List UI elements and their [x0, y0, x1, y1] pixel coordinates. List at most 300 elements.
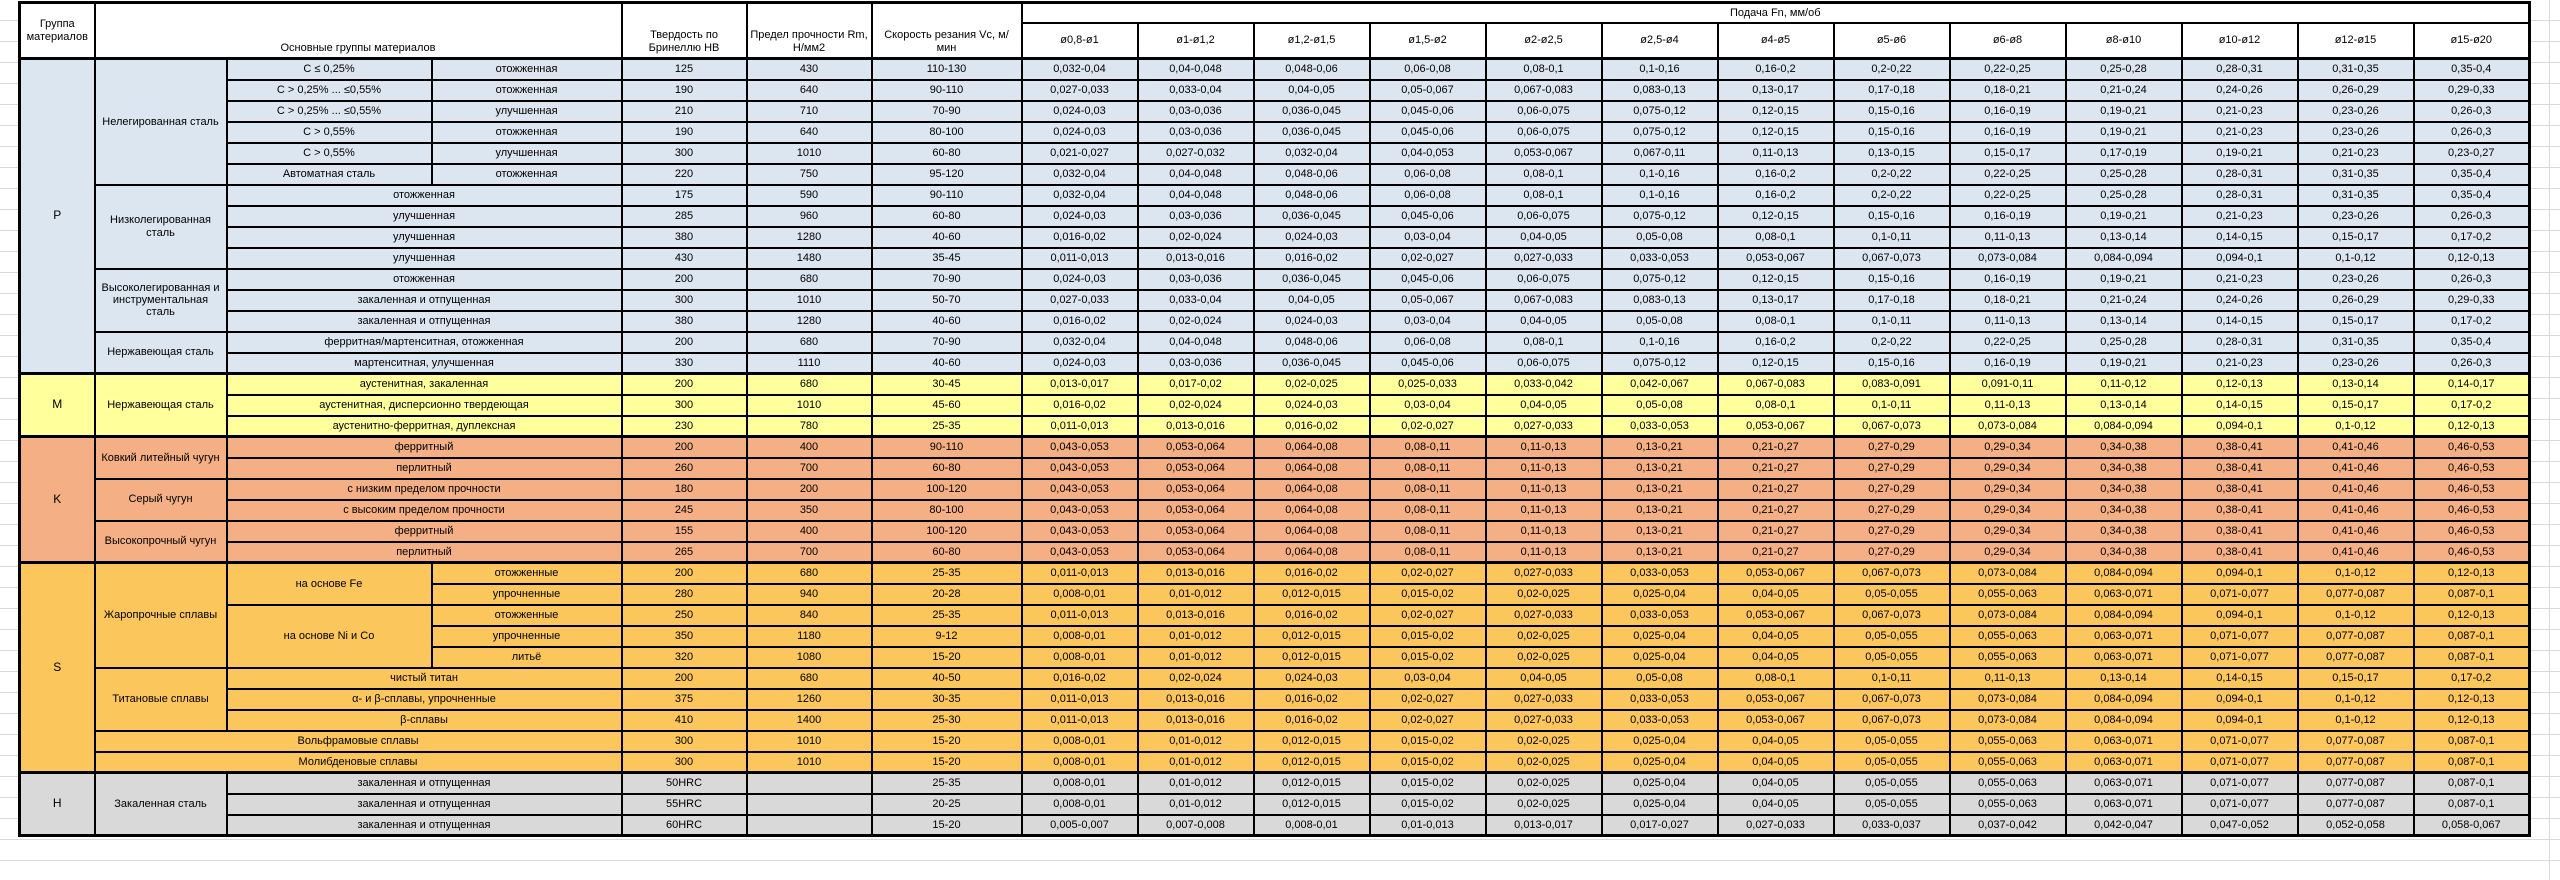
cell-feed-value[interactable]: 0,045-0,06	[1370, 122, 1486, 143]
cell-feed-value[interactable]: 0,16-0,2	[1718, 185, 1834, 206]
cell-feed-value[interactable]: 0,1-0,16	[1602, 164, 1718, 185]
cell-feed-value[interactable]: 0,14-0,17	[2414, 374, 2530, 395]
cell-feed-value[interactable]: 0,024-0,03	[1022, 101, 1138, 122]
cell-feed-value[interactable]: 0,12-0,13	[2414, 689, 2530, 710]
cell-material-family[interactable]: Титановые сплавы	[95, 668, 227, 731]
cell-feed-value[interactable]: 0,067-0,073	[1834, 710, 1950, 731]
cell-feed-value[interactable]: 0,22-0,25	[1950, 185, 2066, 206]
cell-feed-value[interactable]: 0,2-0,22	[1834, 185, 1950, 206]
cell-condition[interactable]: мартенситная, улучшенная	[227, 353, 622, 374]
header-hardness[interactable]: Твердость по Бринеллю HB	[622, 3, 747, 59]
cell-feed-value[interactable]: 0,1-0,12	[2298, 605, 2414, 626]
cell-strength[interactable]: 1400	[747, 710, 872, 731]
cell-feed-value[interactable]: 0,1-0,11	[1834, 311, 1950, 332]
cell-hardness[interactable]: 200	[622, 668, 747, 689]
cell-feed-value[interactable]: 0,008-0,01	[1022, 731, 1138, 752]
cell-feed-value[interactable]: 0,02-0,025	[1486, 794, 1602, 815]
cell-material-family[interactable]: Нелегированная сталь	[95, 59, 227, 185]
cell-feed-value[interactable]: 0,06-0,08	[1370, 59, 1486, 80]
cell-strength[interactable]: 1010	[747, 731, 872, 752]
cell-feed-value[interactable]: 0,025-0,04	[1602, 626, 1718, 647]
header-feed-col[interactable]: ø1,2-ø1,5	[1254, 23, 1370, 59]
cell-feed-value[interactable]: 0,11-0,13	[1718, 143, 1834, 164]
cell-feed-value[interactable]: 0,1-0,12	[2298, 416, 2414, 437]
cell-feed-value[interactable]: 0,21-0,23	[2298, 143, 2414, 164]
cell-feed-value[interactable]: 0,011-0,013	[1022, 710, 1138, 731]
cell-feed-value[interactable]: 0,025-0,04	[1602, 752, 1718, 773]
cell-feed-value[interactable]: 0,073-0,084	[1950, 248, 2066, 269]
cell-feed-value[interactable]: 0,25-0,28	[2066, 332, 2182, 353]
cell-feed-value[interactable]: 0,06-0,075	[1486, 269, 1602, 290]
cell-feed-value[interactable]: 0,084-0,094	[2066, 248, 2182, 269]
cell-feed-value[interactable]: 0,016-0,02	[1022, 311, 1138, 332]
header-main-groups[interactable]: Основные группы материалов	[95, 3, 622, 59]
cell-feed-value[interactable]: 0,1-0,12	[2298, 710, 2414, 731]
cell-feed-value[interactable]: 0,055-0,063	[1950, 731, 2066, 752]
cell-feed-value[interactable]: 0,053-0,064	[1138, 458, 1254, 479]
cell-feed-value[interactable]: 0,077-0,087	[2298, 752, 2414, 773]
cell-feed-value[interactable]: 0,31-0,35	[2298, 185, 2414, 206]
cell-feed-value[interactable]: 0,04-0,05	[1486, 395, 1602, 416]
cell-feed-value[interactable]: 0,011-0,013	[1022, 689, 1138, 710]
cell-feed-value[interactable]: 0,036-0,045	[1254, 206, 1370, 227]
cell-feed-value[interactable]: 0,052-0,058	[2298, 815, 2414, 836]
cell-feed-value[interactable]: 0,025-0,04	[1602, 773, 1718, 794]
cell-feed-value[interactable]: 0,13-0,21	[1602, 542, 1718, 563]
cell-feed-value[interactable]: 0,05-0,055	[1834, 647, 1950, 668]
cell-feed-value[interactable]: 0,084-0,094	[2066, 416, 2182, 437]
cell-hardness[interactable]: 190	[622, 122, 747, 143]
cell-strength[interactable]: 680	[747, 374, 872, 395]
cell-feed-value[interactable]: 0,033-0,053	[1602, 563, 1718, 584]
cell-feed-value[interactable]: 0,11-0,13	[1950, 668, 2066, 689]
cell-feed-value[interactable]: 0,094-0,1	[2182, 689, 2298, 710]
cell-feed-value[interactable]: 0,024-0,03	[1254, 227, 1370, 248]
cell-feed-value[interactable]: 0,027-0,032	[1138, 143, 1254, 164]
cell-feed-value[interactable]: 0,13-0,21	[1602, 521, 1718, 542]
cell-feed-value[interactable]: 0,02-0,027	[1370, 563, 1486, 584]
cell-hardness[interactable]: 60HRC	[622, 815, 747, 836]
cell-feed-value[interactable]: 0,015-0,02	[1370, 752, 1486, 773]
header-feed-col[interactable]: ø12-ø15	[2298, 23, 2414, 59]
cell-feed-value[interactable]: 0,03-0,04	[1370, 311, 1486, 332]
cell-feed-value[interactable]: 0,02-0,025	[1254, 374, 1370, 395]
cell-hardness[interactable]: 250	[622, 605, 747, 626]
cell-feed-value[interactable]: 0,013-0,016	[1138, 710, 1254, 731]
cell-condition[interactable]: отожженная	[432, 59, 622, 80]
header-material-group[interactable]: Группа материалов	[20, 3, 95, 59]
cell-strength[interactable]: 1010	[747, 752, 872, 773]
cell-feed-value[interactable]: 0,34-0,38	[2066, 479, 2182, 500]
cell-cutting-speed[interactable]: 60-80	[872, 143, 1022, 164]
cell-strength[interactable]: 680	[747, 563, 872, 584]
cell-feed-value[interactable]: 0,083-0,13	[1602, 290, 1718, 311]
cell-feed-value[interactable]: 0,073-0,084	[1950, 416, 2066, 437]
cell-feed-value[interactable]: 0,19-0,21	[2066, 122, 2182, 143]
cell-feed-value[interactable]: 0,05-0,067	[1370, 80, 1486, 101]
cell-feed-value[interactable]: 0,008-0,01	[1022, 647, 1138, 668]
cell-feed-value[interactable]: 0,067-0,11	[1602, 143, 1718, 164]
cell-hardness[interactable]: 200	[622, 437, 747, 458]
cell-feed-value[interactable]: 0,048-0,06	[1254, 185, 1370, 206]
cell-feed-value[interactable]: 0,063-0,071	[2066, 626, 2182, 647]
cell-feed-value[interactable]: 0,02-0,025	[1486, 773, 1602, 794]
cell-condition[interactable]: улучшенная	[227, 227, 622, 248]
cell-feed-value[interactable]: 0,46-0,53	[2414, 437, 2530, 458]
cell-feed-value[interactable]: 0,04-0,053	[1370, 143, 1486, 164]
cell-feed-value[interactable]: 0,34-0,38	[2066, 542, 2182, 563]
cell-feed-value[interactable]: 0,38-0,41	[2182, 500, 2298, 521]
cell-cutting-speed[interactable]: 100-120	[872, 521, 1022, 542]
cell-feed-value[interactable]: 0,013-0,017	[1022, 374, 1138, 395]
cell-feed-value[interactable]: 0,048-0,06	[1254, 59, 1370, 80]
cell-feed-value[interactable]: 0,08-0,11	[1370, 458, 1486, 479]
cell-feed-value[interactable]: 0,012-0,015	[1254, 626, 1370, 647]
cell-feed-value[interactable]: 0,26-0,3	[2414, 101, 2530, 122]
cell-hardness[interactable]: 265	[622, 542, 747, 563]
cell-feed-value[interactable]: 0,042-0,067	[1602, 374, 1718, 395]
cell-feed-value[interactable]: 0,011-0,013	[1022, 605, 1138, 626]
cell-feed-value[interactable]: 0,21-0,24	[2066, 290, 2182, 311]
cell-strength[interactable]: 430	[747, 59, 872, 80]
cell-feed-value[interactable]: 0,025-0,033	[1370, 374, 1486, 395]
cell-feed-value[interactable]: 0,08-0,1	[1718, 311, 1834, 332]
cell-material-family[interactable]: Вольфрамовые сплавы	[95, 731, 622, 752]
cell-feed-value[interactable]: 0,04-0,05	[1718, 584, 1834, 605]
cell-material-family[interactable]: Молибденовые сплавы	[95, 752, 622, 773]
cell-feed-value[interactable]: 0,067-0,083	[1486, 290, 1602, 311]
cell-subtype[interactable]: C > 0,55%	[227, 143, 432, 164]
cell-feed-value[interactable]: 0,027-0,033	[1486, 689, 1602, 710]
cell-feed-value[interactable]: 0,2-0,22	[1834, 332, 1950, 353]
cell-cutting-speed[interactable]: 90-110	[872, 437, 1022, 458]
cell-feed-value[interactable]: 0,027-0,033	[1486, 563, 1602, 584]
cell-feed-value[interactable]: 0,04-0,048	[1138, 332, 1254, 353]
cell-feed-value[interactable]: 0,28-0,31	[2182, 59, 2298, 80]
cell-feed-value[interactable]: 0,35-0,4	[2414, 332, 2530, 353]
header-feed-col[interactable]: ø5-ø6	[1834, 23, 1950, 59]
cell-feed-value[interactable]: 0,18-0,21	[1950, 80, 2066, 101]
cell-strength[interactable]: 750	[747, 164, 872, 185]
cell-feed-value[interactable]: 0,21-0,23	[2182, 269, 2298, 290]
cell-feed-value[interactable]: 0,08-0,1	[1486, 332, 1602, 353]
cell-feed-value[interactable]: 0,043-0,053	[1022, 521, 1138, 542]
cell-feed-value[interactable]: 0,05-0,055	[1834, 773, 1950, 794]
cell-feed-value[interactable]: 0,03-0,036	[1138, 269, 1254, 290]
cell-hardness[interactable]: 320	[622, 647, 747, 668]
cell-feed-value[interactable]: 0,21-0,24	[2066, 80, 2182, 101]
cell-cutting-speed[interactable]: 80-100	[872, 500, 1022, 521]
cell-strength[interactable]: 400	[747, 521, 872, 542]
cell-feed-value[interactable]: 0,14-0,15	[2182, 311, 2298, 332]
cell-condition[interactable]: литьё	[432, 647, 622, 668]
cell-material-family[interactable]: Низколегированная сталь	[95, 185, 227, 269]
cell-feed-value[interactable]: 0,12-0,15	[1718, 206, 1834, 227]
cell-feed-value[interactable]: 0,01-0,012	[1138, 794, 1254, 815]
cell-feed-value[interactable]: 0,14-0,15	[2182, 668, 2298, 689]
cell-feed-value[interactable]: 0,053-0,067	[1718, 710, 1834, 731]
cell-feed-value[interactable]: 0,033-0,04	[1138, 80, 1254, 101]
cell-feed-value[interactable]: 0,15-0,16	[1834, 206, 1950, 227]
cell-feed-value[interactable]: 0,15-0,17	[1950, 143, 2066, 164]
cell-feed-value[interactable]: 0,075-0,12	[1602, 122, 1718, 143]
cell-feed-value[interactable]: 0,13-0,14	[2298, 374, 2414, 395]
cell-feed-value[interactable]: 0,27-0,29	[1834, 500, 1950, 521]
cell-feed-value[interactable]: 0,15-0,16	[1834, 353, 1950, 374]
cell-condition[interactable]: перлитный	[227, 542, 622, 563]
cell-hardness[interactable]: 200	[622, 269, 747, 290]
cell-feed-value[interactable]: 0,024-0,03	[1254, 311, 1370, 332]
cell-feed-value[interactable]: 0,04-0,05	[1718, 752, 1834, 773]
cell-feed-value[interactable]: 0,19-0,21	[2066, 269, 2182, 290]
cell-feed-value[interactable]: 0,073-0,084	[1950, 563, 2066, 584]
cell-material-family[interactable]: Закаленная сталь	[95, 773, 227, 836]
cell-hardness[interactable]: 190	[622, 80, 747, 101]
cell-feed-value[interactable]: 0,05-0,08	[1602, 227, 1718, 248]
cell-feed-value[interactable]: 0,05-0,055	[1834, 584, 1950, 605]
cell-feed-value[interactable]: 0,033-0,053	[1602, 689, 1718, 710]
cell-feed-value[interactable]: 0,41-0,46	[2298, 479, 2414, 500]
cell-feed-value[interactable]: 0,043-0,053	[1022, 437, 1138, 458]
cell-feed-value[interactable]: 0,071-0,077	[2182, 626, 2298, 647]
cell-strength[interactable]: 200	[747, 479, 872, 500]
cell-feed-value[interactable]: 0,012-0,015	[1254, 752, 1370, 773]
cell-feed-value[interactable]: 0,063-0,071	[2066, 773, 2182, 794]
cell-feed-value[interactable]: 0,025-0,04	[1602, 794, 1718, 815]
cell-feed-value[interactable]: 0,26-0,3	[2414, 269, 2530, 290]
cell-strength[interactable]: 1010	[747, 395, 872, 416]
header-feed-col[interactable]: ø2-ø2,5	[1486, 23, 1602, 59]
cell-feed-value[interactable]: 0,067-0,073	[1834, 605, 1950, 626]
cell-feed-value[interactable]: 0,1-0,12	[2298, 563, 2414, 584]
cell-strength[interactable]: 1180	[747, 626, 872, 647]
cell-feed-value[interactable]: 0,16-0,2	[1718, 164, 1834, 185]
header-feed-col[interactable]: ø6-ø8	[1950, 23, 2066, 59]
cell-feed-value[interactable]: 0,04-0,05	[1254, 80, 1370, 101]
cell-feed-value[interactable]: 0,31-0,35	[2298, 164, 2414, 185]
cell-strength[interactable]	[747, 815, 872, 836]
cell-feed-value[interactable]: 0,27-0,29	[1834, 521, 1950, 542]
cell-feed-value[interactable]: 0,024-0,03	[1022, 269, 1138, 290]
cell-feed-value[interactable]: 0,21-0,27	[1718, 500, 1834, 521]
cell-feed-value[interactable]: 0,027-0,033	[1486, 416, 1602, 437]
cell-condition[interactable]: отожженная	[432, 80, 622, 101]
cell-feed-value[interactable]: 0,01-0,012	[1138, 752, 1254, 773]
cell-feed-value[interactable]: 0,094-0,1	[2182, 710, 2298, 731]
cell-feed-value[interactable]: 0,008-0,01	[1022, 626, 1138, 647]
cell-feed-value[interactable]: 0,05-0,08	[1602, 668, 1718, 689]
cell-cutting-speed[interactable]: 80-100	[872, 122, 1022, 143]
cell-feed-value[interactable]: 0,04-0,05	[1486, 311, 1602, 332]
cell-feed-value[interactable]: 0,06-0,075	[1486, 101, 1602, 122]
cell-strength[interactable]: 1010	[747, 290, 872, 311]
cell-feed-value[interactable]: 0,29-0,34	[1950, 437, 2066, 458]
cell-feed-value[interactable]: 0,14-0,15	[2182, 395, 2298, 416]
cell-feed-value[interactable]: 0,02-0,027	[1370, 416, 1486, 437]
cell-feed-value[interactable]: 0,024-0,03	[1254, 395, 1370, 416]
cell-feed-value[interactable]: 0,15-0,17	[2298, 227, 2414, 248]
cell-feed-value[interactable]: 0,26-0,3	[2414, 122, 2530, 143]
cell-feed-value[interactable]: 0,08-0,1	[1718, 227, 1834, 248]
cell-feed-value[interactable]: 0,017-0,02	[1138, 374, 1254, 395]
cell-subtype[interactable]: на основе Fe	[227, 563, 432, 605]
cell-feed-value[interactable]: 0,01-0,012	[1138, 584, 1254, 605]
header-speed[interactable]: Скорость резания Vc, м/мин	[872, 3, 1022, 59]
cell-feed-value[interactable]: 0,073-0,084	[1950, 605, 2066, 626]
header-feed-col[interactable]: ø2,5-ø4	[1602, 23, 1718, 59]
cell-feed-value[interactable]: 0,015-0,02	[1370, 794, 1486, 815]
cell-feed-value[interactable]: 0,084-0,094	[2066, 563, 2182, 584]
cell-feed-value[interactable]: 0,067-0,073	[1834, 248, 1950, 269]
cell-feed-value[interactable]: 0,17-0,2	[2414, 395, 2530, 416]
cell-feed-value[interactable]: 0,31-0,35	[2298, 332, 2414, 353]
cell-feed-value[interactable]: 0,38-0,41	[2182, 458, 2298, 479]
cell-feed-value[interactable]: 0,29-0,33	[2414, 290, 2530, 311]
cell-feed-value[interactable]: 0,048-0,06	[1254, 332, 1370, 353]
cell-feed-value[interactable]: 0,04-0,05	[1486, 227, 1602, 248]
cell-feed-value[interactable]: 0,077-0,087	[2298, 647, 2414, 668]
cell-strength[interactable]: 400	[747, 437, 872, 458]
cell-feed-value[interactable]: 0,13-0,21	[1602, 479, 1718, 500]
cell-feed-value[interactable]: 0,053-0,064	[1138, 500, 1254, 521]
cell-feed-value[interactable]: 0,2-0,22	[1834, 59, 1950, 80]
cell-hardness[interactable]: 125	[622, 59, 747, 80]
cell-feed-value[interactable]: 0,02-0,025	[1486, 752, 1602, 773]
cell-feed-value[interactable]: 0,29-0,34	[1950, 521, 2066, 542]
cell-feed-value[interactable]: 0,083-0,091	[1834, 374, 1950, 395]
cell-feed-value[interactable]: 0,15-0,17	[2298, 668, 2414, 689]
cell-feed-value[interactable]: 0,21-0,23	[2182, 206, 2298, 227]
cell-feed-value[interactable]: 0,34-0,38	[2066, 521, 2182, 542]
cell-feed-value[interactable]: 0,13-0,14	[2066, 668, 2182, 689]
cell-feed-value[interactable]: 0,016-0,02	[1254, 416, 1370, 437]
cell-condition[interactable]: закаленная и отпущенная	[227, 815, 622, 836]
cell-cutting-speed[interactable]: 60-80	[872, 458, 1022, 479]
cell-feed-value[interactable]: 0,41-0,46	[2298, 542, 2414, 563]
cell-condition[interactable]: закаленная и отпущенная	[227, 794, 622, 815]
cell-feed-value[interactable]: 0,027-0,033	[1718, 815, 1834, 836]
cell-feed-value[interactable]: 0,087-0,1	[2414, 752, 2530, 773]
cell-strength[interactable]: 590	[747, 185, 872, 206]
cell-condition[interactable]: улучшенная	[227, 248, 622, 269]
cell-feed-value[interactable]: 0,053-0,067	[1718, 605, 1834, 626]
cell-feed-value[interactable]: 0,1-0,16	[1602, 59, 1718, 80]
cell-cutting-speed[interactable]: 20-25	[872, 794, 1022, 815]
cell-feed-value[interactable]: 0,11-0,13	[1486, 437, 1602, 458]
cell-cutting-speed[interactable]: 25-35	[872, 416, 1022, 437]
cell-feed-value[interactable]: 0,013-0,016	[1138, 248, 1254, 269]
cell-feed-value[interactable]: 0,12-0,13	[2414, 416, 2530, 437]
cell-feed-value[interactable]: 0,04-0,05	[1718, 773, 1834, 794]
cell-feed-value[interactable]: 0,06-0,08	[1370, 164, 1486, 185]
cell-group-code[interactable]: K	[20, 437, 95, 563]
cell-feed-value[interactable]: 0,21-0,27	[1718, 458, 1834, 479]
cell-feed-value[interactable]: 0,058-0,067	[2414, 815, 2530, 836]
cell-group-code[interactable]: M	[20, 374, 95, 437]
cell-feed-value[interactable]: 0,22-0,25	[1950, 164, 2066, 185]
cell-subtype[interactable]: C ≤ 0,25%	[227, 59, 432, 80]
cell-feed-value[interactable]: 0,13-0,21	[1602, 458, 1718, 479]
cell-feed-value[interactable]: 0,075-0,12	[1602, 206, 1718, 227]
cell-condition[interactable]: улучшенная	[432, 101, 622, 122]
cell-feed-value[interactable]: 0,073-0,084	[1950, 689, 2066, 710]
cell-feed-value[interactable]: 0,091-0,11	[1950, 374, 2066, 395]
cell-material-family[interactable]: Серый чугун	[95, 479, 227, 521]
cell-feed-value[interactable]: 0,087-0,1	[2414, 647, 2530, 668]
cell-feed-value[interactable]: 0,46-0,53	[2414, 542, 2530, 563]
cell-feed-value[interactable]: 0,12-0,13	[2414, 248, 2530, 269]
cell-feed-value[interactable]: 0,073-0,084	[1950, 710, 2066, 731]
cell-feed-value[interactable]: 0,063-0,071	[2066, 647, 2182, 668]
cell-feed-value[interactable]: 0,28-0,31	[2182, 185, 2298, 206]
cell-feed-value[interactable]: 0,036-0,045	[1254, 122, 1370, 143]
cell-feed-value[interactable]: 0,22-0,25	[1950, 59, 2066, 80]
cell-feed-value[interactable]: 0,2-0,22	[1834, 164, 1950, 185]
cell-feed-value[interactable]: 0,08-0,1	[1486, 164, 1602, 185]
cell-feed-value[interactable]: 0,015-0,02	[1370, 647, 1486, 668]
cell-feed-value[interactable]: 0,087-0,1	[2414, 584, 2530, 605]
cell-hardness[interactable]: 180	[622, 479, 747, 500]
cell-feed-value[interactable]: 0,016-0,02	[1254, 689, 1370, 710]
cell-feed-value[interactable]: 0,22-0,25	[1950, 332, 2066, 353]
cell-condition[interactable]: закаленная и отпущенная	[227, 773, 622, 794]
cell-feed-value[interactable]: 0,087-0,1	[2414, 794, 2530, 815]
cell-feed-value[interactable]: 0,033-0,04	[1138, 290, 1254, 311]
cell-hardness[interactable]: 200	[622, 332, 747, 353]
cell-strength[interactable]: 700	[747, 542, 872, 563]
cell-material-family[interactable]: Ковкий литейный чугун	[95, 437, 227, 479]
cell-feed-value[interactable]: 0,067-0,073	[1834, 689, 1950, 710]
cell-feed-value[interactable]: 0,036-0,045	[1254, 353, 1370, 374]
cell-condition[interactable]: с низким пределом прочности	[227, 479, 622, 500]
cell-feed-value[interactable]: 0,16-0,2	[1718, 59, 1834, 80]
cell-feed-value[interactable]: 0,31-0,35	[2298, 59, 2414, 80]
cell-feed-value[interactable]: 0,19-0,21	[2066, 206, 2182, 227]
cell-feed-value[interactable]: 0,064-0,08	[1254, 458, 1370, 479]
cell-feed-value[interactable]: 0,08-0,11	[1370, 437, 1486, 458]
cell-feed-value[interactable]: 0,46-0,53	[2414, 521, 2530, 542]
cell-feed-value[interactable]: 0,23-0,27	[2414, 143, 2530, 164]
cell-feed-value[interactable]: 0,27-0,29	[1834, 479, 1950, 500]
cell-feed-value[interactable]: 0,048-0,06	[1254, 164, 1370, 185]
cell-feed-value[interactable]: 0,38-0,41	[2182, 542, 2298, 563]
cell-feed-value[interactable]: 0,024-0,03	[1022, 122, 1138, 143]
cell-feed-value[interactable]: 0,015-0,02	[1370, 773, 1486, 794]
cell-cutting-speed[interactable]: 15-20	[872, 815, 1022, 836]
cell-feed-value[interactable]: 0,02-0,027	[1370, 710, 1486, 731]
cell-feed-value[interactable]: 0,04-0,05	[1718, 794, 1834, 815]
cell-condition[interactable]: улучшенная	[227, 206, 622, 227]
header-feed-col[interactable]: ø8-ø10	[2066, 23, 2182, 59]
cell-feed-value[interactable]: 0,055-0,063	[1950, 626, 2066, 647]
cell-strength[interactable]: 680	[747, 332, 872, 353]
cell-feed-value[interactable]: 0,02-0,024	[1138, 227, 1254, 248]
cell-feed-value[interactable]: 0,29-0,34	[1950, 458, 2066, 479]
cell-feed-value[interactable]: 0,12-0,15	[1718, 101, 1834, 122]
cell-feed-value[interactable]: 0,1-0,16	[1602, 332, 1718, 353]
cell-feed-value[interactable]: 0,012-0,015	[1254, 794, 1370, 815]
cell-feed-value[interactable]: 0,055-0,063	[1950, 584, 2066, 605]
cell-feed-value[interactable]: 0,036-0,045	[1254, 269, 1370, 290]
cell-feed-value[interactable]: 0,05-0,055	[1834, 626, 1950, 647]
cell-strength[interactable]: 1010	[747, 143, 872, 164]
cell-feed-value[interactable]: 0,41-0,46	[2298, 521, 2414, 542]
cell-feed-value[interactable]: 0,21-0,27	[1718, 437, 1834, 458]
cell-feed-value[interactable]: 0,083-0,13	[1602, 80, 1718, 101]
cell-feed-value[interactable]: 0,03-0,04	[1370, 395, 1486, 416]
cell-feed-value[interactable]: 0,012-0,015	[1254, 773, 1370, 794]
header-feed-col[interactable]: ø1,5-ø2	[1370, 23, 1486, 59]
